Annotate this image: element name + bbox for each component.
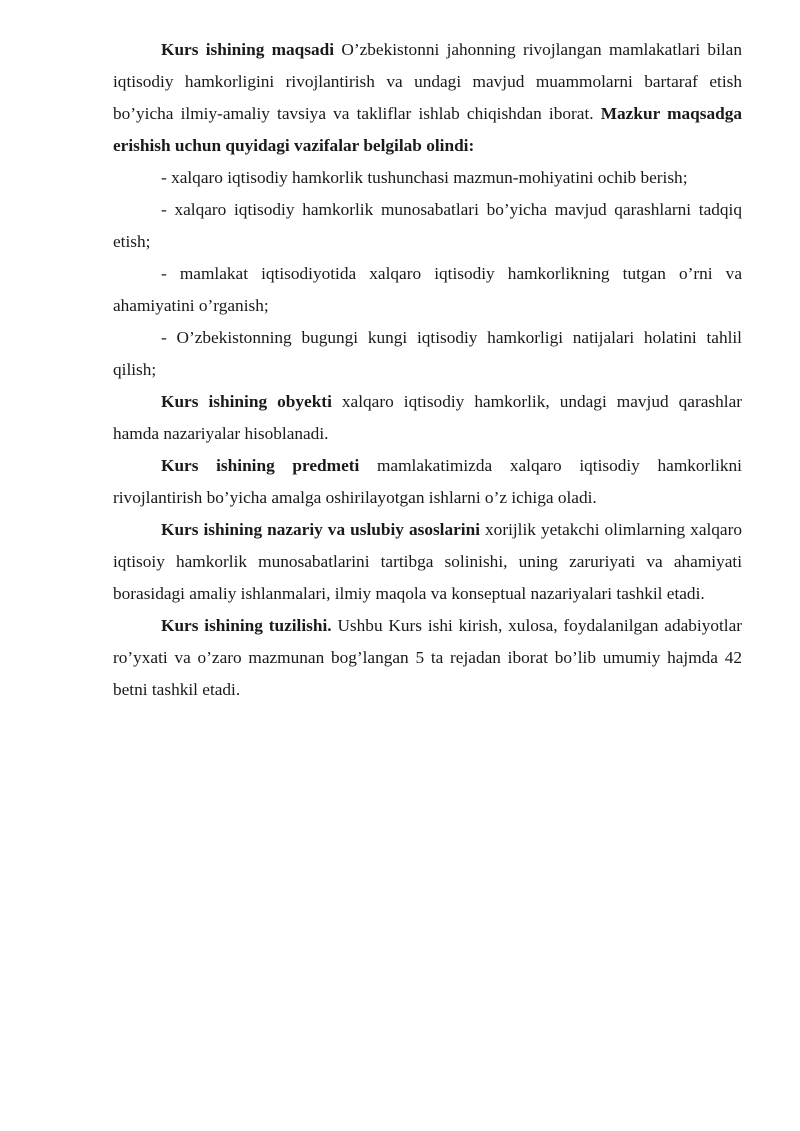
task-item bbox=[113, 194, 742, 258]
task-text: - xalqaro iqtisodiy hamkorlik munosabatlari bo’yicha mavjud qarashlarni tadqiq etish; bbox=[113, 200, 742, 251]
task-text: - mamlakat iqtisodiyotida xalqaro iqtisodiy hamkorlikning tutgan o’rni va ahamiyatini o’rganish; bbox=[113, 264, 742, 315]
paragraph-text: Ushbu Kurs ishi kirish, xulosa, foydalanilgan adabiyotlar ro’yxati va o’zaro mazmunan bog’langan 5 ta rejadan iborat bo’lib umumiy hajmda 42 betni tashkil etadi. bbox=[113, 616, 743, 699]
paragraph-lead: Kurs ishining predmeti bbox=[161, 456, 360, 475]
task-item bbox=[113, 322, 742, 386]
paragraph-tail-bold: Mazkur maqsadga erishish uchun quyidagi vazifalar belgilab olindi: bbox=[113, 104, 742, 155]
task-item bbox=[113, 162, 742, 194]
paragraph-text: xalqaro iqtisodiy hamkorlik, undagi mavjud qarashlar hamda nazariyalar hisoblanadi. bbox=[113, 392, 742, 443]
task-text: - O’zbekistonning bugungi kungi iqtisodiy hamkorligi natijalari holatini tahlil qilish; bbox=[113, 328, 742, 379]
paragraph-methodology bbox=[113, 514, 742, 610]
document-page bbox=[113, 34, 742, 706]
paragraph-text: mamlakatimizda xalqaro iqtisodiy hamkorlikni rivojlantirish bo’yicha amalga oshirilayotgan ishlarni o’z ichiga oladi. bbox=[113, 456, 742, 507]
paragraph-lead: Kurs ishining obyekti bbox=[161, 392, 332, 411]
paragraph-lead: Kurs ishining maqsadi bbox=[161, 40, 335, 59]
paragraph-lead: Kurs ishining tuzilishi. bbox=[161, 616, 332, 635]
paragraph-text: O’zbekistonni jahonning rivojlangan mamlakatlari bilan iqtisodiy hamkorligini rivojlantirish va undagi mavjud muammolarni bartaraf etish bo’yicha ilmiy-amaliy tavsiya va takliflar ishlab chiqishdan iborat. bbox=[113, 40, 742, 123]
task-item bbox=[113, 258, 742, 322]
paragraph-structure bbox=[113, 610, 742, 706]
paragraph-object bbox=[113, 386, 742, 450]
paragraph-text: xorijlik yetakchi olimlarning xalqaro iqtisoiy hamkorlik munosabatlarini tartibga solinishi, uning zaruriyati va ahamiyati borasidagi amaliy ishlanmalari, ilmiy maqola va konseptual nazariyalari tashkil etadi. bbox=[113, 520, 743, 603]
paragraph-lead: Kurs ishining nazariy va uslubiy asoslarini bbox=[161, 520, 481, 539]
paragraph-subject bbox=[113, 450, 742, 514]
paragraph-purpose bbox=[113, 34, 742, 162]
task-text: - xalqaro iqtisodiy hamkorlik tushunchasi mazmun-mohiyatini ochib berish; bbox=[161, 168, 688, 187]
